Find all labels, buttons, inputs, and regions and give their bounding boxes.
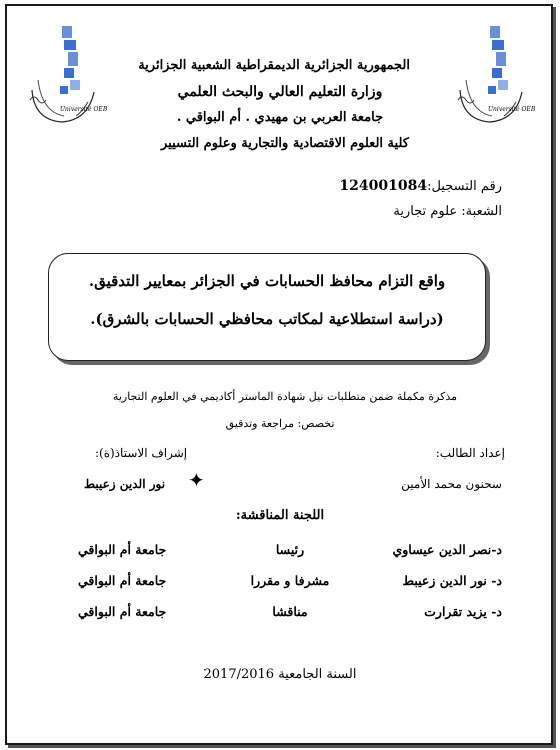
supervisor-label: إشراف الاستاذ(ة):: [95, 446, 188, 460]
thesis-specialty: تخصص: مراجعة وتدقيق: [225, 417, 335, 430]
committee-member-name: د- نور الدين زعيبط: [402, 573, 502, 588]
university-logo-icon-left: [24, 20, 108, 128]
committee-member-role: مشرفا و مقررا: [250, 573, 330, 588]
faculty-name: كلية العلوم الاقتصادية والتجارية وعلوم التسيير: [161, 136, 409, 151]
branch-value: علوم تجارية: [393, 204, 458, 219]
thesis-title-line1: واقع التزام محافظ الحسابات في الجزائر بمعايير التدقيق.: [88, 272, 446, 290]
committee-member-name: د-نصر الدين عيساوي: [392, 542, 502, 557]
committee-member-university: جامعة أم البواقي: [78, 604, 167, 619]
star-bullet-icon: ✦: [188, 468, 205, 492]
university-name: جامعة العربي بن مهيدي . أم البواقي .: [176, 110, 384, 125]
thesis-title-line2: (دراسة استطلاعية لمكاتب محافظي الحسابات بالشرق).: [90, 310, 444, 328]
academic-year: السنة الجامعية 2017/2016: [203, 667, 357, 682]
committee-member-university: جامعة أم البواقي: [78, 573, 167, 588]
student-label: إعداد الطالب:: [435, 446, 505, 460]
committee-member-name: د- يزيد تقرارت: [424, 604, 502, 619]
student-name: سحنون محمد الأمين: [401, 477, 502, 491]
logo-caption-right: Université OEB: [488, 106, 536, 113]
university-logo-icon-right: [452, 20, 536, 128]
committee-member-role: مناقشا: [272, 604, 308, 619]
ministry-name: وزارة التعليم العالي والبحث العلمي: [177, 84, 383, 100]
committee-member-role: رئيسا: [275, 542, 305, 557]
branch-line: [393, 204, 502, 219]
republic-name: الجمهورية الجزائرية الديمقراطية الشعبية الجزائرية: [138, 58, 410, 73]
committee-member-university: جامعة أم البواقي: [78, 542, 167, 557]
supervisor-name: نور الدين زعيبط: [84, 477, 166, 491]
thesis-description: مذكرة مكملة ضمن متطلبات نيل شهادة الماستر أكاديمي في العلوم التجارية: [112, 390, 458, 403]
registration-line: [339, 178, 502, 194]
logo-caption: Université OEB: [60, 106, 108, 113]
registration-number: 124001084: [339, 178, 428, 194]
registration-label: رقم التسجيل:: [427, 179, 502, 194]
branch-label: الشعبة:: [461, 204, 502, 219]
thesis-title-box: [48, 253, 486, 361]
committee-heading: اللجنة المناقشة:: [235, 508, 325, 523]
